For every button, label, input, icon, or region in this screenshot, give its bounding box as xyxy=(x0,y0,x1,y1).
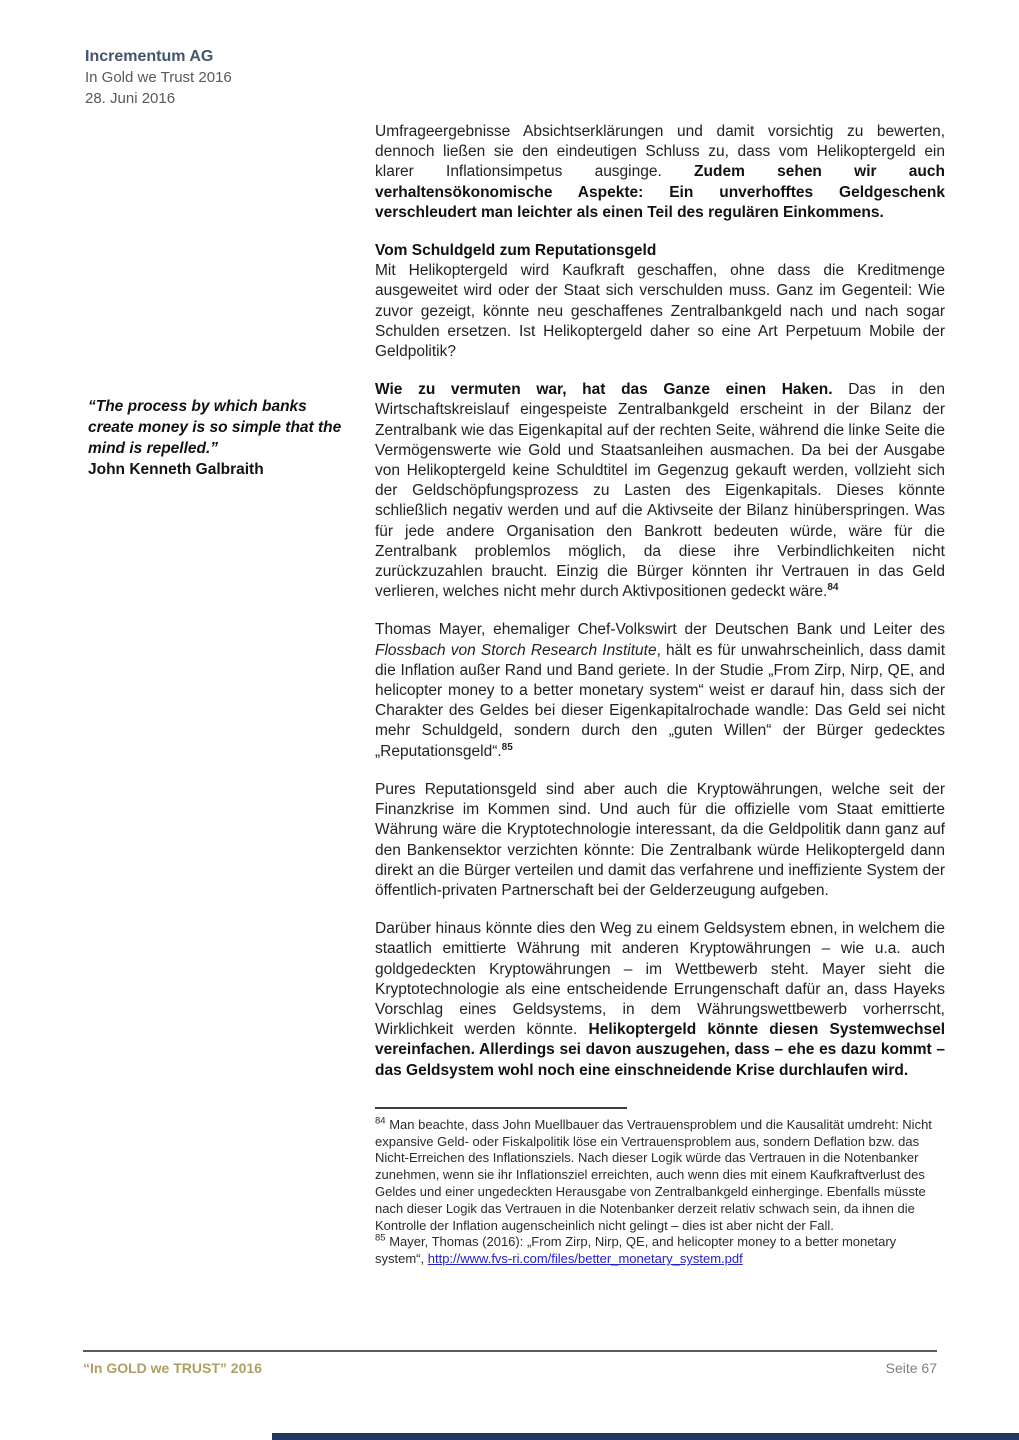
page-footer xyxy=(83,1360,937,1376)
footnote-text: Mayer, Thomas (2016): „From Zirp, Nirp, QE, and helicopter money to a better monetary system“, xyxy=(375,1234,897,1267)
document-header xyxy=(85,46,232,109)
footnote-text: Man beachte, dass John Muellbauer das Vertrauensproblem und die Kausalität umdreht: Nicht expansive Geld- oder Fiskalpolitik löse ein Vertrauensproblem aus, sondern Deflation bzw. das Nicht-Erreichen des Inflationsziels. Nach dieser Logik würde das Vertrauen in die Notenbanker zunehmen, wenn sie ihr Inflationsziel erreichten, auch wenn dies mit einem Kaufkraftverlust des Geldes und einer ungedeckten Herausgabe von Zentralbankgeld einherginge. Ebenfalls müsste nach dieser Logik das Vertrauen in die Notenbanker derzeit relativ schwach sein, da ihnen die Kontrolle der Inflation augenscheinlich nicht gelingt – dies ist aber nicht der Fall. xyxy=(375,1116,932,1233)
pull-quote-author: John Kenneth Galbraith xyxy=(88,461,264,478)
paragraph-text: Umfrageergebnisse Absichtserklärungen und damit vorsichtig zu bewerten, dennoch ließen sie den eindeutigen Schluss zu, dass vom Helikoptergeld ein klarer Inflationsimpetus ausginge. xyxy=(375,123,945,181)
paragraph-thomas-mayer xyxy=(375,620,945,761)
institute-name: Flossbach von Storch Research Institute xyxy=(375,641,657,659)
footnote-url-link[interactable]: http://www.fvs-ri.com/files/better_monetary_system.pdf xyxy=(427,1251,743,1267)
footnote-separator xyxy=(375,1107,627,1109)
paragraph-geldsystem xyxy=(375,919,945,1081)
next-page-edge-band xyxy=(272,1433,1019,1440)
footnote-reference-85: 85 xyxy=(501,741,513,753)
report-date: 28. Juni 2016 xyxy=(85,90,176,107)
paragraph-text: Das in den Wirtschaftskreislauf eingespeiste Zentralbankgeld erscheint in der Bilanz der Zentralbank wie das Eigenkapital auf der rechten Seite, während die linke Seite die Vermögenswerte wie Gold und Staatsanleihen ausmachen. Da bei der Ausgabe von Helikoptergeld keine Schuldtitel im Gegenzug gekauft werden, vollzieht sich der Geldschöpfungsprozess zu Lasten des Eigenkapitals. Dieses könnte schließlich negativ werden und auf die Aktivseite der Bilanz hinüberspringen. Was für jede andere Organisation den Bankrott bedeuten würde, wäre für die Zentralbank problemlos möglich, da diese ihre Verbindlichkeiten nicht zurückzuzahlen braucht. Einzig die Bürger könnten ihr Vertrauen in das Geld verlieren, welches nicht mehr durch Aktivpositionen gedeckt wäre. xyxy=(375,381,945,601)
footnote-85 xyxy=(375,1234,945,1268)
footnotes-section xyxy=(375,1117,945,1268)
main-text-column xyxy=(375,122,945,1268)
paragraph-text: , hält es für unwahrscheinlich, dass damit die Inflation außer Rand und Band geriete. In der Studie „From Zirp, Nirp, QE, and helicopter money to a better monetary system“ weist er darauf hin, dass sich der Charakter des Geldes bei dieser Eigenkapitalrochade wandle: Das Geld sei nicht mehr Schuldgeld, sondern durch den „guten Willen“ der Bürger gedecktes „Reputationsgeld“. xyxy=(375,641,945,760)
footer-page-number: Seite 67 xyxy=(885,1360,937,1376)
footnote-number: 84 xyxy=(375,1115,386,1127)
section-heading: Vom Schuldgeld zum Reputationsgeld xyxy=(375,242,657,260)
footer-report-title: “In GOLD we TRUST” 2016 xyxy=(83,1360,262,1376)
report-title: In Gold we Trust 2016 xyxy=(85,69,232,86)
paragraph-bold-text: Helikoptergeld könnte diesen Systemwechsel vereinfachen. Allerdings sei davon auszugehen, dass – ehe es dazu kommt – das Geldsystem wohl noch eine einschneidende Krise durchlaufen wird. xyxy=(375,1021,945,1079)
footnote-reference-84: 84 xyxy=(827,582,839,594)
pull-quote-text: “The process by which banks create money is so simple that the mind is repelled.” xyxy=(88,398,342,457)
paragraph-helicopter-money: Mit Helikoptergeld wird Kaufkraft geschaffen, ohne dass die Kreditmenge ausgeweitet wird oder der Staat sich verschulden muss. Ganz im Gegenteil: Wie zuvor gezeigt, könnte neu geschaffenes Zentralbankgeld nach und nach sogar Schulden ersetzen. Ist Helikoptergeld daher so eine Art Perpetuum Mobile der Geldpolitik? xyxy=(375,262,945,361)
footnote-number: 85 xyxy=(375,1232,386,1244)
paragraph-haken xyxy=(375,380,945,602)
footer-divider xyxy=(83,1350,937,1352)
paragraph-bold-text: Wie zu vermuten war, hat das Ganze einen Haken. xyxy=(375,381,833,399)
pull-quote xyxy=(88,396,356,480)
footnote-84 xyxy=(375,1117,945,1235)
paragraph-text: Thomas Mayer, ehemaliger Chef-Volkswirt der Deutschen Bank und Leiter des xyxy=(375,621,945,639)
paragraph-survey-results xyxy=(375,122,945,223)
paragraph-bold-text: Zudem sehen wir auch verhaltensökonomische Aspekte: Ein unverhofftes Geldgeschenk verschleudert man leichter als einen Teil des regulären Einkommens. xyxy=(375,163,945,221)
company-name: Incrementum AG xyxy=(85,48,214,65)
paragraph-reputationsgeld: Pures Reputationsgeld sind aber auch die Kryptowährungen, welche seit der Finanzkrise im Kommen sind. Und auch für die offizielle vom Staat emittierte Währung wäre die Kryptotechnologie interessant, da die Geldpolitik dann ganz auf den Bankensektor verzichten könnte: Die Zentralbank würde Helikoptergeld dann direkt an die Bürger verteilen und damit das verfahrene und ineffiziente System der öffentlich-privaten Partnerschaft bei der Gelderzeugung aufgeben. xyxy=(375,780,945,899)
paragraph-text: Darüber hinaus könnte dies den Weg zu einem Geldsystem ebnen, in welchem die staatlich emittierte Währung mit anderen Kryptowährungen – wie u.a. auch goldgedeckten Kryptowährungen – im Wettbewerb steht. Mayer sieht die Kryptotechnologie als eine entscheidende Errungenschaft dafür an, dass Hayeks Vorschlag eines Geldsystems, in dem Währungswettbewerb vorherrscht, Wirklichkeit werden könnte. xyxy=(375,920,945,1039)
